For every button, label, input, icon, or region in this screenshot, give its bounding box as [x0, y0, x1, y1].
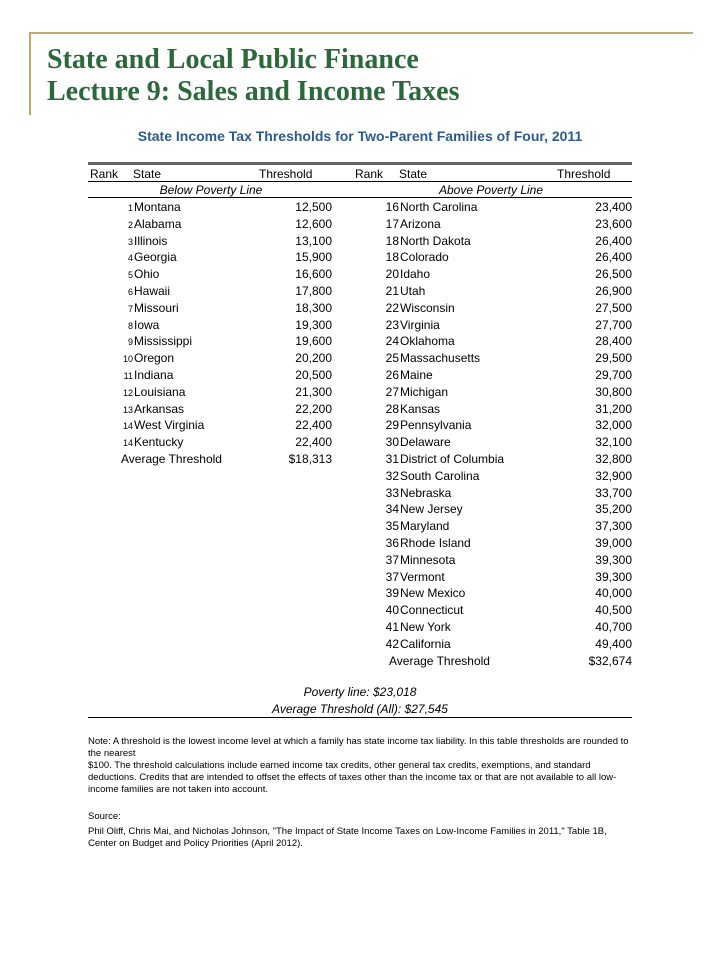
table-cell-rank — [103, 317, 133, 334]
rank-number: 10 — [122, 354, 133, 365]
table-cell-threshold: 40,500 — [595, 603, 632, 618]
table-cell-state: New Jersey — [400, 502, 463, 517]
table-cell-rank — [103, 417, 133, 434]
table-cell-threshold: 26,400 — [595, 250, 632, 265]
average-all: Average Threshold (All): $27,545 — [272, 702, 448, 716]
table-cell-state: Oklahoma — [400, 334, 455, 349]
table-cell-rank — [103, 367, 133, 384]
table-cell-threshold: 21,300 — [295, 384, 332, 399]
table-cell-threshold: 27,700 — [595, 317, 632, 332]
rank-number: 7 — [127, 303, 133, 314]
table-cell-rank: 35 — [385, 519, 399, 534]
table-cell-threshold: 20,200 — [295, 351, 332, 366]
table-cell-rank — [103, 434, 133, 451]
source-text: Phil Oliff, Chris Mai, and Nicholas Johnson, "The Impact of State Income Taxes on Low-Income Families in 2011," Table 1B, Center on Budget and Policy Priorities (April 2012). — [88, 826, 607, 849]
table-cell-rank: 30 — [385, 435, 399, 450]
table-cell-state: New Mexico — [400, 586, 466, 601]
table-cell-state: Virginia — [400, 317, 440, 332]
table-cell-threshold: 37,300 — [595, 519, 632, 534]
table-cell-rank: 41 — [385, 620, 399, 634]
table-cell-threshold: 30,800 — [595, 384, 632, 399]
table-cell-threshold: 29,700 — [595, 368, 632, 382]
slide-title-line-1: State and Local Public Finance — [47, 44, 419, 75]
table-cell-state: Mississippi — [134, 334, 193, 349]
rank-number: 12 — [122, 387, 133, 398]
table-cell-threshold: 17,800 — [295, 284, 332, 298]
table-cell-rank — [103, 266, 133, 283]
poverty-line: Poverty line: $23,018 — [303, 685, 417, 699]
table-cell-rank: 22 — [385, 300, 399, 315]
table-cell-rank: 17 — [385, 216, 399, 231]
table-cell-state: Montana — [134, 200, 181, 214]
table-cell-state: Oregon — [134, 351, 175, 366]
table-cell-state: West Virginia — [134, 418, 205, 433]
table-cell-threshold: 39,000 — [595, 536, 632, 550]
table-cell-threshold: 32,900 — [595, 468, 632, 483]
table-cell-rank: 23 — [385, 317, 399, 332]
section-above-poverty: Above Poverty Line — [438, 183, 544, 197]
table-cell-rank: 27 — [385, 384, 399, 399]
table-cell-state: Missouri — [134, 300, 179, 315]
table-cell-state: Idaho — [400, 267, 431, 282]
left-average-label: Average Threshold — [121, 452, 222, 466]
rank-number: 14 — [122, 438, 133, 449]
table-cell-state: Georgia — [134, 250, 177, 265]
slide-title — [47, 44, 460, 108]
table-cell-rank: 39 — [385, 586, 399, 601]
table-cell-state: Delaware — [400, 435, 451, 450]
table-cell-rank — [103, 199, 133, 216]
table-cell-threshold: 19,300 — [295, 317, 332, 332]
table-cell-rank: 16 — [385, 200, 399, 214]
right-average-value: $32,674 — [588, 653, 632, 668]
header-state-right: State — [399, 167, 428, 181]
table-cell-state: Maryland — [400, 519, 450, 534]
table-cell-threshold: 26,500 — [595, 267, 632, 282]
table-cell-state: Maine — [400, 368, 433, 382]
table-cell-rank — [103, 249, 133, 266]
section-rule — [88, 197, 632, 198]
table-cell-rank: 20 — [385, 267, 399, 282]
table-cell-rank: 26 — [385, 368, 399, 382]
table-cell-state: Utah — [400, 284, 426, 298]
table-cell-state: Hawaii — [134, 284, 171, 298]
table-cell-state: Wisconsin — [400, 300, 455, 315]
table-cell-rank: 37 — [385, 552, 399, 567]
table-cell-rank: 21 — [385, 284, 399, 298]
table-cell-threshold: 18,300 — [295, 300, 332, 315]
table-cell-rank: 40 — [385, 603, 399, 618]
note-line-2: $100. The threshold calculations include earned income tax credits, other general tax credits, exemptions, and standard deductions. Credits that are intended to offset the effects of taxes other than the income tax or that are not available to all low-income families are not taken into account. — [88, 760, 617, 795]
header-state-left: State — [133, 167, 162, 181]
table-cell-state: Indiana — [134, 368, 174, 382]
table-cell-rank: 28 — [385, 401, 399, 416]
table-cell-rank: 31 — [385, 452, 399, 466]
slide-top-rule — [29, 32, 693, 34]
table-caption: State Income Tax Thresholds for Two-Parent Families of Four, 2011 — [137, 128, 583, 144]
note-line-1: Note: A threshold is the lowest income level at which a family has state income tax liability. In this table thresholds are rounded to the nearest — [88, 736, 629, 759]
header-threshold-left: Threshold — [259, 167, 313, 181]
table-cell-state: Rhode Island — [400, 536, 471, 550]
table-cell-threshold: 16,600 — [295, 267, 332, 282]
table-cell-rank — [103, 350, 133, 367]
table-cell-rank: 37 — [385, 569, 399, 584]
table-cell-state: New York — [400, 620, 451, 634]
table-cell-threshold: 23,600 — [595, 216, 632, 231]
rank-number: 3 — [127, 236, 133, 247]
table-cell-state: California — [400, 636, 451, 651]
table-cell-state: Connecticut — [400, 603, 464, 618]
table-cell-threshold: 15,900 — [295, 250, 332, 265]
table-cell-rank — [103, 333, 133, 350]
rank-number: 11 — [123, 371, 133, 381]
table-cell-state: Kansas — [400, 401, 441, 416]
table-cell-rank — [103, 384, 133, 401]
table-cell-state: Louisiana — [134, 384, 186, 399]
table-cell-rank — [103, 233, 133, 250]
table-cell-state: Michigan — [400, 384, 449, 399]
table-cell-threshold: 32,800 — [595, 452, 632, 466]
table-cell-state: Kentucky — [134, 435, 184, 450]
rank-number: 2 — [127, 219, 133, 230]
table-cell-threshold: 22,200 — [295, 401, 332, 416]
rank-number: 9 — [127, 337, 133, 348]
table-cell-state: Massachusetts — [400, 351, 481, 366]
table-cell-rank: 34 — [385, 502, 399, 517]
table-cell-threshold: 23,400 — [595, 200, 632, 214]
left-average-value: $18,313 — [288, 452, 332, 466]
table-cell-threshold: 22,400 — [295, 435, 332, 450]
rank-number: 14 — [122, 421, 133, 432]
section-below-poverty: Below Poverty Line — [159, 183, 263, 197]
table-cell-state: Arizona — [400, 216, 441, 231]
table-cell-threshold: 40,000 — [595, 586, 632, 601]
table-cell-threshold: 32,100 — [595, 435, 632, 450]
table-cell-rank — [103, 216, 133, 233]
table-cell-rank: 42 — [385, 636, 399, 651]
table-cell-threshold: 26,900 — [595, 284, 632, 298]
table-cell-rank: 32 — [385, 468, 399, 483]
table-cell-state: District of Columbia — [400, 452, 505, 466]
table-cell-rank: 18 — [385, 233, 399, 248]
table-cell-threshold: 12,600 — [295, 216, 332, 231]
table-cell-state: Alabama — [134, 216, 182, 231]
source-label: Source: — [88, 811, 121, 822]
table-cell-rank — [103, 283, 133, 300]
table-cell-rank — [103, 401, 133, 418]
table-cell-state: North Dakota — [400, 233, 471, 248]
rank-number: 8 — [127, 320, 133, 331]
table-cell-threshold: 22,400 — [295, 418, 332, 433]
table-cell-threshold: 31,200 — [595, 401, 632, 416]
table-cell-rank: 29 — [385, 418, 399, 433]
slide-left-rule — [29, 32, 31, 115]
slide-title-line-2: Lecture 9: Sales and Income Taxes — [47, 76, 460, 107]
table-cell-state: South Carolina — [400, 468, 480, 483]
header-rank-right: Rank — [355, 167, 384, 181]
rank-number: 5 — [127, 270, 133, 281]
rank-number: 6 — [127, 287, 133, 297]
rank-number: 1 — [127, 203, 133, 213]
table-top-rule — [88, 162, 632, 165]
table-cell-threshold: 28,400 — [595, 334, 632, 349]
table-cell-threshold: 13,100 — [295, 233, 332, 248]
table-cell-threshold: 40,700 — [595, 620, 632, 634]
table-cell-threshold: 39,300 — [595, 552, 632, 567]
table-cell-threshold: 39,300 — [595, 569, 632, 584]
table-cell-rank: 33 — [385, 485, 399, 500]
table-cell-state: Pennsylvania — [400, 418, 472, 433]
rank-number: 13 — [122, 404, 133, 415]
table-cell-threshold: 27,500 — [595, 300, 632, 315]
header-rank-left: Rank — [90, 167, 119, 181]
table-cell-threshold: 26,400 — [595, 233, 632, 248]
table-cell-threshold: 20,500 — [295, 368, 332, 382]
table-cell-state: North Carolina — [400, 200, 478, 214]
table-cell-state: Iowa — [134, 317, 160, 332]
table-cell-state: Illinois — [134, 233, 168, 248]
table-cell-state: Minnesota — [400, 552, 456, 567]
table-cell-rank: 36 — [385, 536, 399, 550]
table-cell-rank: 18 — [385, 250, 399, 265]
table-cell-threshold: 33,700 — [595, 485, 632, 500]
table-cell-state: Ohio — [134, 267, 160, 282]
table-cell-state: Arkansas — [134, 401, 185, 416]
table-cell-threshold: 32,000 — [595, 418, 632, 433]
header-threshold-right: Threshold — [557, 167, 611, 181]
rank-number: 4 — [127, 253, 133, 264]
table-cell-rank: 25 — [385, 351, 399, 366]
table-cell-threshold: 19,600 — [295, 334, 332, 349]
table-cell-threshold: 29,500 — [595, 351, 632, 366]
table-cell-threshold: 12,500 — [295, 200, 332, 214]
table-cell-state: Vermont — [400, 569, 445, 584]
table-cell-state: Colorado — [400, 250, 449, 265]
table-cell-state: Nebraska — [400, 485, 452, 500]
right-average-label: Average Threshold — [389, 653, 490, 668]
table-cell-rank — [103, 300, 133, 317]
table-bottom-rule — [88, 717, 632, 718]
table-cell-threshold: 35,200 — [595, 502, 632, 517]
table-cell-rank: 24 — [385, 334, 399, 349]
table-cell-threshold: 49,400 — [595, 636, 632, 651]
